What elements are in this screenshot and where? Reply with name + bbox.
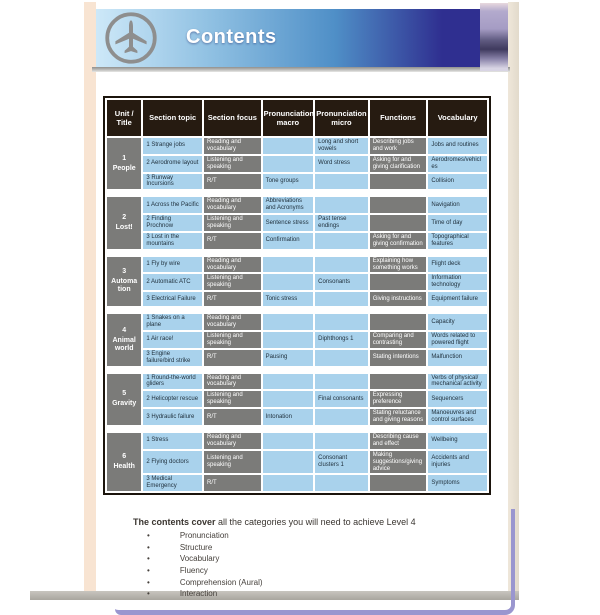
functions-cell <box>370 374 427 390</box>
vocabulary-cell: Navigation <box>428 197 487 213</box>
pronunciation-macro-cell <box>263 374 314 390</box>
pronunciation-micro-cell <box>315 174 368 190</box>
bullet-dot: • <box>147 577 150 587</box>
pronunciation-macro-cell: Intonation <box>263 409 314 425</box>
vocabulary-cell: Equipment failure <box>428 292 487 306</box>
section-topic-cell: 1 Fly by wire <box>143 257 202 273</box>
unit-title-cell <box>107 374 141 425</box>
bullet-item <box>133 565 501 577</box>
bullet-text: Vocabulary <box>179 554 220 564</box>
section-focus-cell: Listening and speaking <box>204 156 261 172</box>
functions-cell <box>370 197 427 213</box>
pronunciation-micro-cell <box>315 350 368 366</box>
col-header-pronunciation-macro: Pronunciation macro <box>263 100 314 136</box>
bullet-item <box>133 542 501 554</box>
col-header-section-topic: Section topic <box>143 100 202 136</box>
section-topic-cell: 2 Flying doctors <box>143 451 202 474</box>
table-row <box>107 350 487 366</box>
page-title: Contents <box>186 26 277 48</box>
unit-number: 3 <box>122 268 127 276</box>
table-row <box>107 391 487 407</box>
table-row <box>107 233 487 249</box>
functions-cell: Describing cause and effect <box>370 433 427 449</box>
bullet-item <box>133 588 501 600</box>
section-focus-cell: R/T <box>204 233 261 249</box>
section-focus-cell: R/T <box>204 292 261 306</box>
functions-cell: Asking for and giving confirmation <box>370 233 427 249</box>
header-photo <box>480 3 508 71</box>
table-header-row <box>107 100 487 136</box>
section-topic-cell: 3 Runway Incursions <box>143 174 202 190</box>
col-header-functions: Functions <box>370 100 427 136</box>
section-focus-cell: Listening and speaking <box>204 332 261 348</box>
col-header-unit-title: Unit / Title <box>107 100 141 136</box>
page-right-edge <box>508 2 519 591</box>
unit-number: 6 <box>122 453 127 460</box>
pronunciation-micro-cell: Final consonants <box>315 391 368 407</box>
vocabulary-cell: Flight deck <box>428 257 487 273</box>
bullet-text: Structure <box>179 542 213 552</box>
bullet-dot: • <box>147 531 150 541</box>
col-header-pronunciation-micro: Pronunciation micro <box>315 100 368 136</box>
functions-cell: Asking for and giving clarification <box>370 156 427 172</box>
pronunciation-macro-cell <box>263 433 314 449</box>
pronunciation-macro-cell <box>263 391 314 407</box>
bullet-text: Pronunciation <box>179 531 229 541</box>
unit-name: Health <box>113 463 135 471</box>
functions-cell <box>370 215 427 231</box>
footer-note <box>115 509 515 615</box>
section-focus-cell: Reading and vocabulary <box>204 197 261 213</box>
section-topic-cell: 1 Round-the-world gliders <box>143 374 202 390</box>
unit-gap-cell <box>107 368 487 372</box>
section-topic-cell: 3 Engine failure/bird strike <box>143 350 202 366</box>
unit-gap-cell <box>107 251 487 255</box>
pronunciation-micro-cell <box>315 475 368 491</box>
section-topic-cell: 2 Finding Prochnow <box>143 215 202 231</box>
section-topic-cell: 3 Medical Emergency <box>143 475 202 491</box>
section-focus-cell: Reading and vocabulary <box>204 433 261 449</box>
table-row <box>107 433 487 449</box>
functions-cell <box>370 475 427 491</box>
bullet-text: Fluency <box>179 565 208 575</box>
pronunciation-micro-cell: Word stress <box>315 156 368 172</box>
section-focus-cell: R/T <box>204 350 261 366</box>
functions-cell: Describing jobs and work <box>370 138 427 154</box>
pronunciation-micro-cell: Long and short vowels <box>315 138 368 154</box>
pronunciation-macro-cell <box>263 257 314 273</box>
unit-name: People <box>112 164 136 172</box>
vocabulary-cell: Words related to powered flight <box>428 332 487 348</box>
bullet-item <box>133 530 501 542</box>
unit-title-cell <box>107 433 141 491</box>
section-topic-cell: 1 Strange jobs <box>143 138 202 154</box>
table-row <box>107 374 487 390</box>
col-header-section-focus: Section focus <box>204 100 261 136</box>
unit-title-cell <box>107 197 141 248</box>
table-row <box>107 215 487 231</box>
unit-gap-row <box>107 191 487 195</box>
unit-title-cell <box>107 257 141 307</box>
table-row <box>107 197 487 213</box>
pronunciation-micro-cell <box>315 314 368 330</box>
bullet-text: Interaction <box>179 589 218 599</box>
page-content <box>96 0 508 615</box>
vocabulary-cell: Jobs and routines <box>428 138 487 154</box>
vocabulary-cell: Capacity <box>428 314 487 330</box>
pronunciation-macro-cell <box>263 274 314 290</box>
pronunciation-macro-cell: Confirmation <box>263 233 314 249</box>
vocabulary-cell: Collision <box>428 174 487 190</box>
unit-gap-cell <box>107 191 487 195</box>
unit-number: 1 <box>122 154 127 162</box>
section-topic-cell: 1 Across the Pacific <box>143 197 202 213</box>
table-row <box>107 314 487 330</box>
pronunciation-micro-cell <box>315 197 368 213</box>
table-row <box>107 274 487 290</box>
table-row <box>107 257 487 273</box>
footer-heading-bold: The contents cover <box>133 517 216 528</box>
functions-cell: Making suggestions/giving advice <box>370 451 427 474</box>
pronunciation-micro-cell <box>315 433 368 449</box>
section-topic-cell: 2 Automatic ATC <box>143 274 202 290</box>
header-shadow-bar <box>92 67 510 72</box>
page-left-edge <box>84 2 96 591</box>
pronunciation-macro-cell <box>263 156 314 172</box>
table-row <box>107 409 487 425</box>
functions-cell: Comparing and contrasting <box>370 332 427 348</box>
pronunciation-macro-cell: Tonic stress <box>263 292 314 306</box>
vocabulary-cell: Time of day <box>428 215 487 231</box>
contents-table <box>103 96 491 495</box>
bullet-text: Comprehension (Aural) <box>179 577 263 587</box>
bullet-dot: • <box>147 589 150 599</box>
pronunciation-micro-cell <box>315 374 368 390</box>
unit-gap-row <box>107 308 487 312</box>
footer-bullet-list <box>133 530 501 600</box>
section-topic-cell: 2 Helicopter rescue <box>143 391 202 407</box>
section-topic-cell: 3 Hydraulic failure <box>143 409 202 425</box>
bullet-dot: • <box>147 542 150 552</box>
pronunciation-micro-cell: Consonants <box>315 274 368 290</box>
section-focus-cell: R/T <box>204 409 261 425</box>
vocabulary-cell: Information technology <box>428 274 487 290</box>
table-row <box>107 138 487 154</box>
pronunciation-micro-cell <box>315 292 368 306</box>
footer-heading-rest: all the categories you will need to achieve Level 4 <box>215 517 416 528</box>
functions-cell: Stating reluctance and giving reasons <box>370 409 427 425</box>
pronunciation-macro-cell <box>263 314 314 330</box>
pronunciation-macro-cell <box>263 451 314 474</box>
vocabulary-cell: Sequencers <box>428 391 487 407</box>
unit-title-cell <box>107 314 141 365</box>
unit-name: Automation <box>111 278 138 294</box>
unit-number: 4 <box>122 326 127 334</box>
pronunciation-macro-cell: Abbreviations and Acronyms <box>263 197 314 213</box>
section-focus-cell: Reading and vocabulary <box>204 138 261 154</box>
functions-cell <box>370 314 427 330</box>
pronunciation-macro-cell <box>263 332 314 348</box>
section-topic-cell: 1 Air race! <box>143 332 202 348</box>
vocabulary-cell: Manoeuvres and control surfaces <box>428 409 487 425</box>
section-focus-cell: Reading and vocabulary <box>204 257 261 273</box>
pronunciation-macro-cell: Tone groups <box>263 174 314 190</box>
pronunciation-micro-cell <box>315 409 368 425</box>
table-row <box>107 156 487 172</box>
section-focus-cell: Reading and vocabulary <box>204 314 261 330</box>
unit-gap-cell <box>107 427 487 431</box>
pronunciation-micro-cell: Past tense endings <box>315 215 368 231</box>
pronunciation-macro-cell: Sentence stress <box>263 215 314 231</box>
table-row <box>107 332 487 348</box>
pronunciation-micro-cell: Diphthongs 1 <box>315 332 368 348</box>
unit-number: 5 <box>122 390 127 398</box>
section-topic-cell: 2 Aerodrome layout <box>143 156 202 172</box>
vocabulary-cell: Symptoms <box>428 475 487 491</box>
vocabulary-cell: Aerodromes/vehicles <box>428 156 487 172</box>
table-row <box>107 475 487 491</box>
col-header-vocabulary: Vocabulary <box>428 100 487 136</box>
functions-cell: Expressing preference <box>370 391 427 407</box>
unit-name: Animal world <box>112 336 136 352</box>
bullet-dot: • <box>147 554 150 564</box>
unit-gap-row <box>107 368 487 372</box>
vocabulary-cell: Malfunction <box>428 350 487 366</box>
functions-cell: Explaining how something works <box>370 257 427 273</box>
section-focus-cell: Reading and vocabulary <box>204 374 261 390</box>
vocabulary-cell: Topographical features <box>428 233 487 249</box>
unit-title-cell <box>107 138 141 189</box>
pronunciation-macro-cell: Pausing <box>263 350 314 366</box>
unit-name: Lost! <box>115 224 133 232</box>
table-row <box>107 174 487 190</box>
pronunciation-micro-cell <box>315 233 368 249</box>
vocabulary-cell: Verbs of physical/ mechanical activity <box>428 374 487 390</box>
section-topic-cell: 3 Electrical Failure <box>143 292 202 306</box>
section-focus-cell: R/T <box>204 174 261 190</box>
table-row <box>107 451 487 474</box>
bullet-item <box>133 577 501 589</box>
bullet-dot: • <box>147 565 150 575</box>
section-topic-cell: 3 Lost in the mountains <box>143 233 202 249</box>
section-topic-cell: 1 Snakes on a plane <box>143 314 202 330</box>
functions-cell <box>370 274 427 290</box>
pronunciation-macro-cell <box>263 138 314 154</box>
pronunciation-macro-cell <box>263 475 314 491</box>
functions-cell: Stating intentions <box>370 350 427 366</box>
unit-gap-row <box>107 251 487 255</box>
section-focus-cell: Listening and speaking <box>204 215 261 231</box>
bullet-item <box>133 553 501 565</box>
functions-cell <box>370 174 427 190</box>
section-focus-cell: R/T <box>204 475 261 491</box>
unit-name: Gravity <box>112 400 137 408</box>
footer-heading <box>133 517 501 527</box>
section-topic-cell: 1 Stress <box>143 433 202 449</box>
section-focus-cell: Listening and speaking <box>204 274 261 290</box>
unit-gap-cell <box>107 308 487 312</box>
airplane-logo-icon <box>104 11 158 65</box>
section-focus-cell: Listening and speaking <box>204 391 261 407</box>
vocabulary-cell: Accidents and injuries <box>428 451 487 474</box>
pronunciation-micro-cell <box>315 257 368 273</box>
table-row <box>107 292 487 306</box>
header-banner <box>96 9 508 67</box>
unit-gap-row <box>107 427 487 431</box>
functions-cell: Giving instructions <box>370 292 427 306</box>
vocabulary-cell: Wellbeing <box>428 433 487 449</box>
pronunciation-micro-cell: Consonant clusters 1 <box>315 451 368 474</box>
unit-number: 2 <box>122 213 127 221</box>
section-focus-cell: Listening and speaking <box>204 451 261 474</box>
